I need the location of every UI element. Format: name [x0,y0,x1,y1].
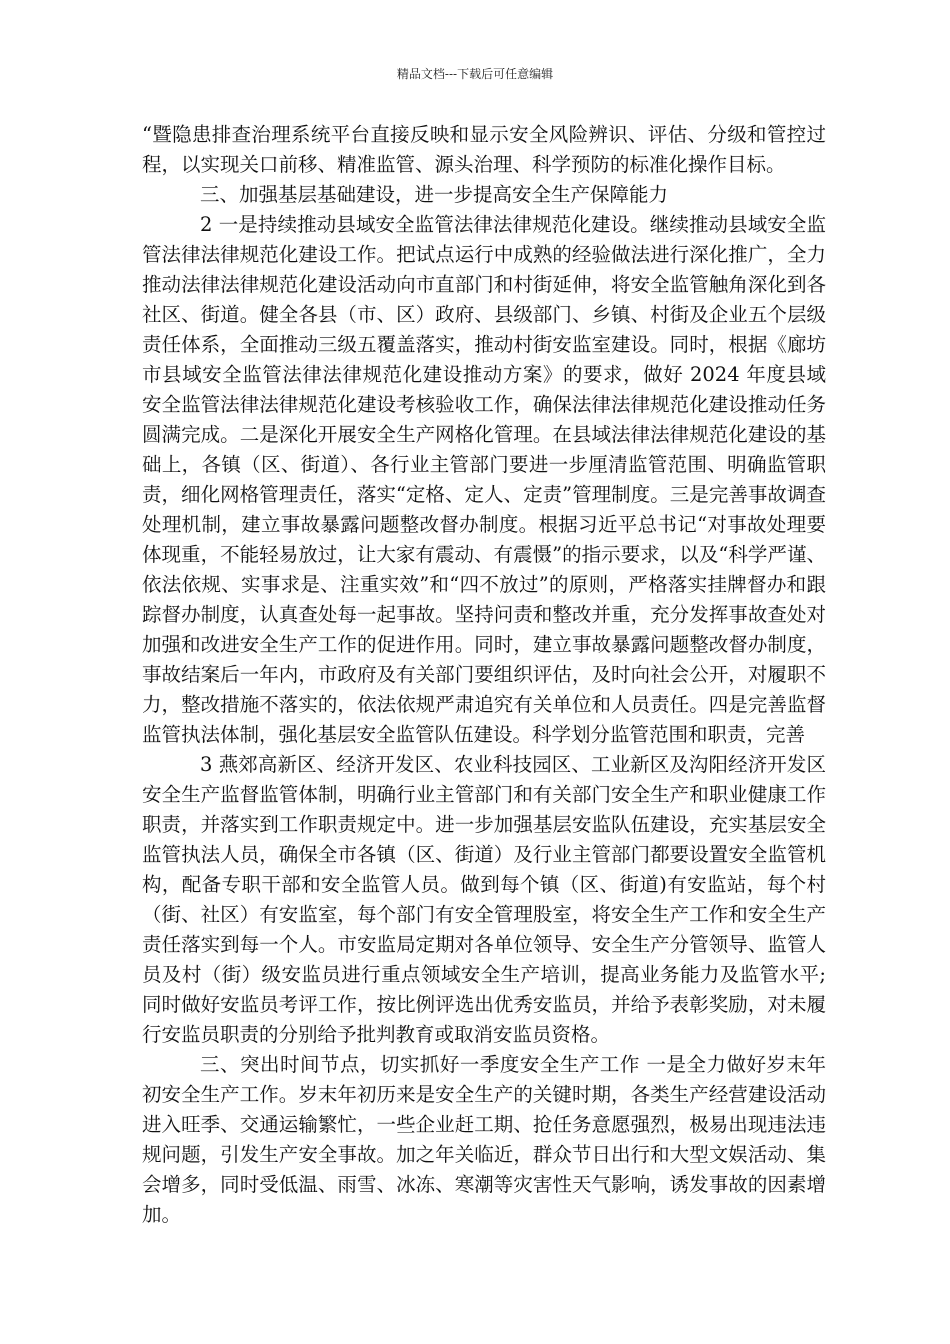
paragraph-2: 2 一是持续推动县域安全监管法律法律规范化建设。继续推动县域安全监管法律法律规范化建设工作。把试点运行中成熟的经验做法进行深化推广，全力推动法律法律规范化建设活动向市直部门和村街延伸，将安全监管触角深化到各社区、街道。健全各县（市、区）政府、县级部门、乡镇、村街及企业五个层级责任体系，全面推动三级五覆盖落实，推动村街安监室建设。同时，根据《廊坊市县域安全监管法律法律规范化建设推动方案》的要求，做好 2024 年度县域安全监管法律法律规范化建设考核验收工作，确保法律法律规范化建设推动任务圆满完成。二是深化开展安全生产网格化管理。在县域法律法律规范化建设的基础上，各镇（区、街道）、各行业主管部门要进一步厘清监管范围、明确监管职责，细化网格管理责任，落实“定格、定人、定责”管理制度。三是完善事故调查处理机制，建立事故暴露问题整改督办制度。根据习近平总书记“对事故处理要体现重，不能轻易放过，让大家有震动、有震慑”的指示要求，以及“科学严谨、依法依规、实事求是、注重实效”和“四不放过”的原则，严格落实挂牌督办和跟踪督办制度，认真查处每一起事故。坚持问责和整改并重，充分发挥事故查处对加强和改进安全生产工作的促进作用。同时，建立事故暴露问题整改督办制度，事故结案后一年内，市政府及有关部门要组织评估，及时向社会公开，对履职不力，整改措施不落实的，依法依规严肃追究有关单位和人员责任。四是完善监督监管执法体制，强化基层安全监管队伍建设。科学划分监管范围和职责，完善 [142,213,826,746]
paragraph-4: 三、突出时间节点，切实抓好一季度安全生产工作 一是全力做好岁末年初安全生产工作。岁末年初历来是安全生产的关键时期，各类生产经营建设活动进入旺季、交通运输繁忙，一些企业赶工期、抢任务意愿强烈，极易出现违法违规问题，引发生产安全事故。加之年关临近，群众节日出行和大型文娱活动、集会增多，同时受低温、雨雪、冰冻、寒潮等灾害性天气影响，诱发事故的因素增加。 [142,1053,826,1226]
page-header: 精品文档---下载后可任意编辑 [396,67,554,81]
paragraph-3: 3 燕郊高新区、经济开发区、农业科技园区、工业新区及沟阳经济开发区安全生产监督监管体制，明确行业主管部门和有关部门安全生产和职业健康工作职责，并落实到工作职责规定中。进一步加强基层安监队伍建设，充实基层安全监管执法人员，确保全市各镇（区、街道）及行业主管部门都要设置安全监管机构，配备专职干部和安全监管人员。做到每个镇（区、街道)有安监站，每个村（街、社区）有安监室，每个部门有安全管理股室，将安全生产工作和安全生产责任落实到每一个人。市安监局定期对各单位领导、安全生产分管领导、监管人员及村（街）级安监员进行重点领域安全生产培训，提高业务能力及监管水平; 同时做好安监员考评工作，按比例评选出优秀安监员，并给予表彰奖励，对未履行安监员职责的分别给予批判教育或取消安监员资格。 [142,753,826,1046]
section-heading: 三、加强基层基础建设，进一步提高安全生产保障能力 [200,183,669,206]
paragraph-continuation: “暨隐患排查治理系统平台直接反映和显示安全风险辨识、评估、分级和管控过程，以实现关口前移、精准监管、源头治理、科学预防的标准化操作目标。 [142,123,826,176]
document-body [142,120,826,1230]
